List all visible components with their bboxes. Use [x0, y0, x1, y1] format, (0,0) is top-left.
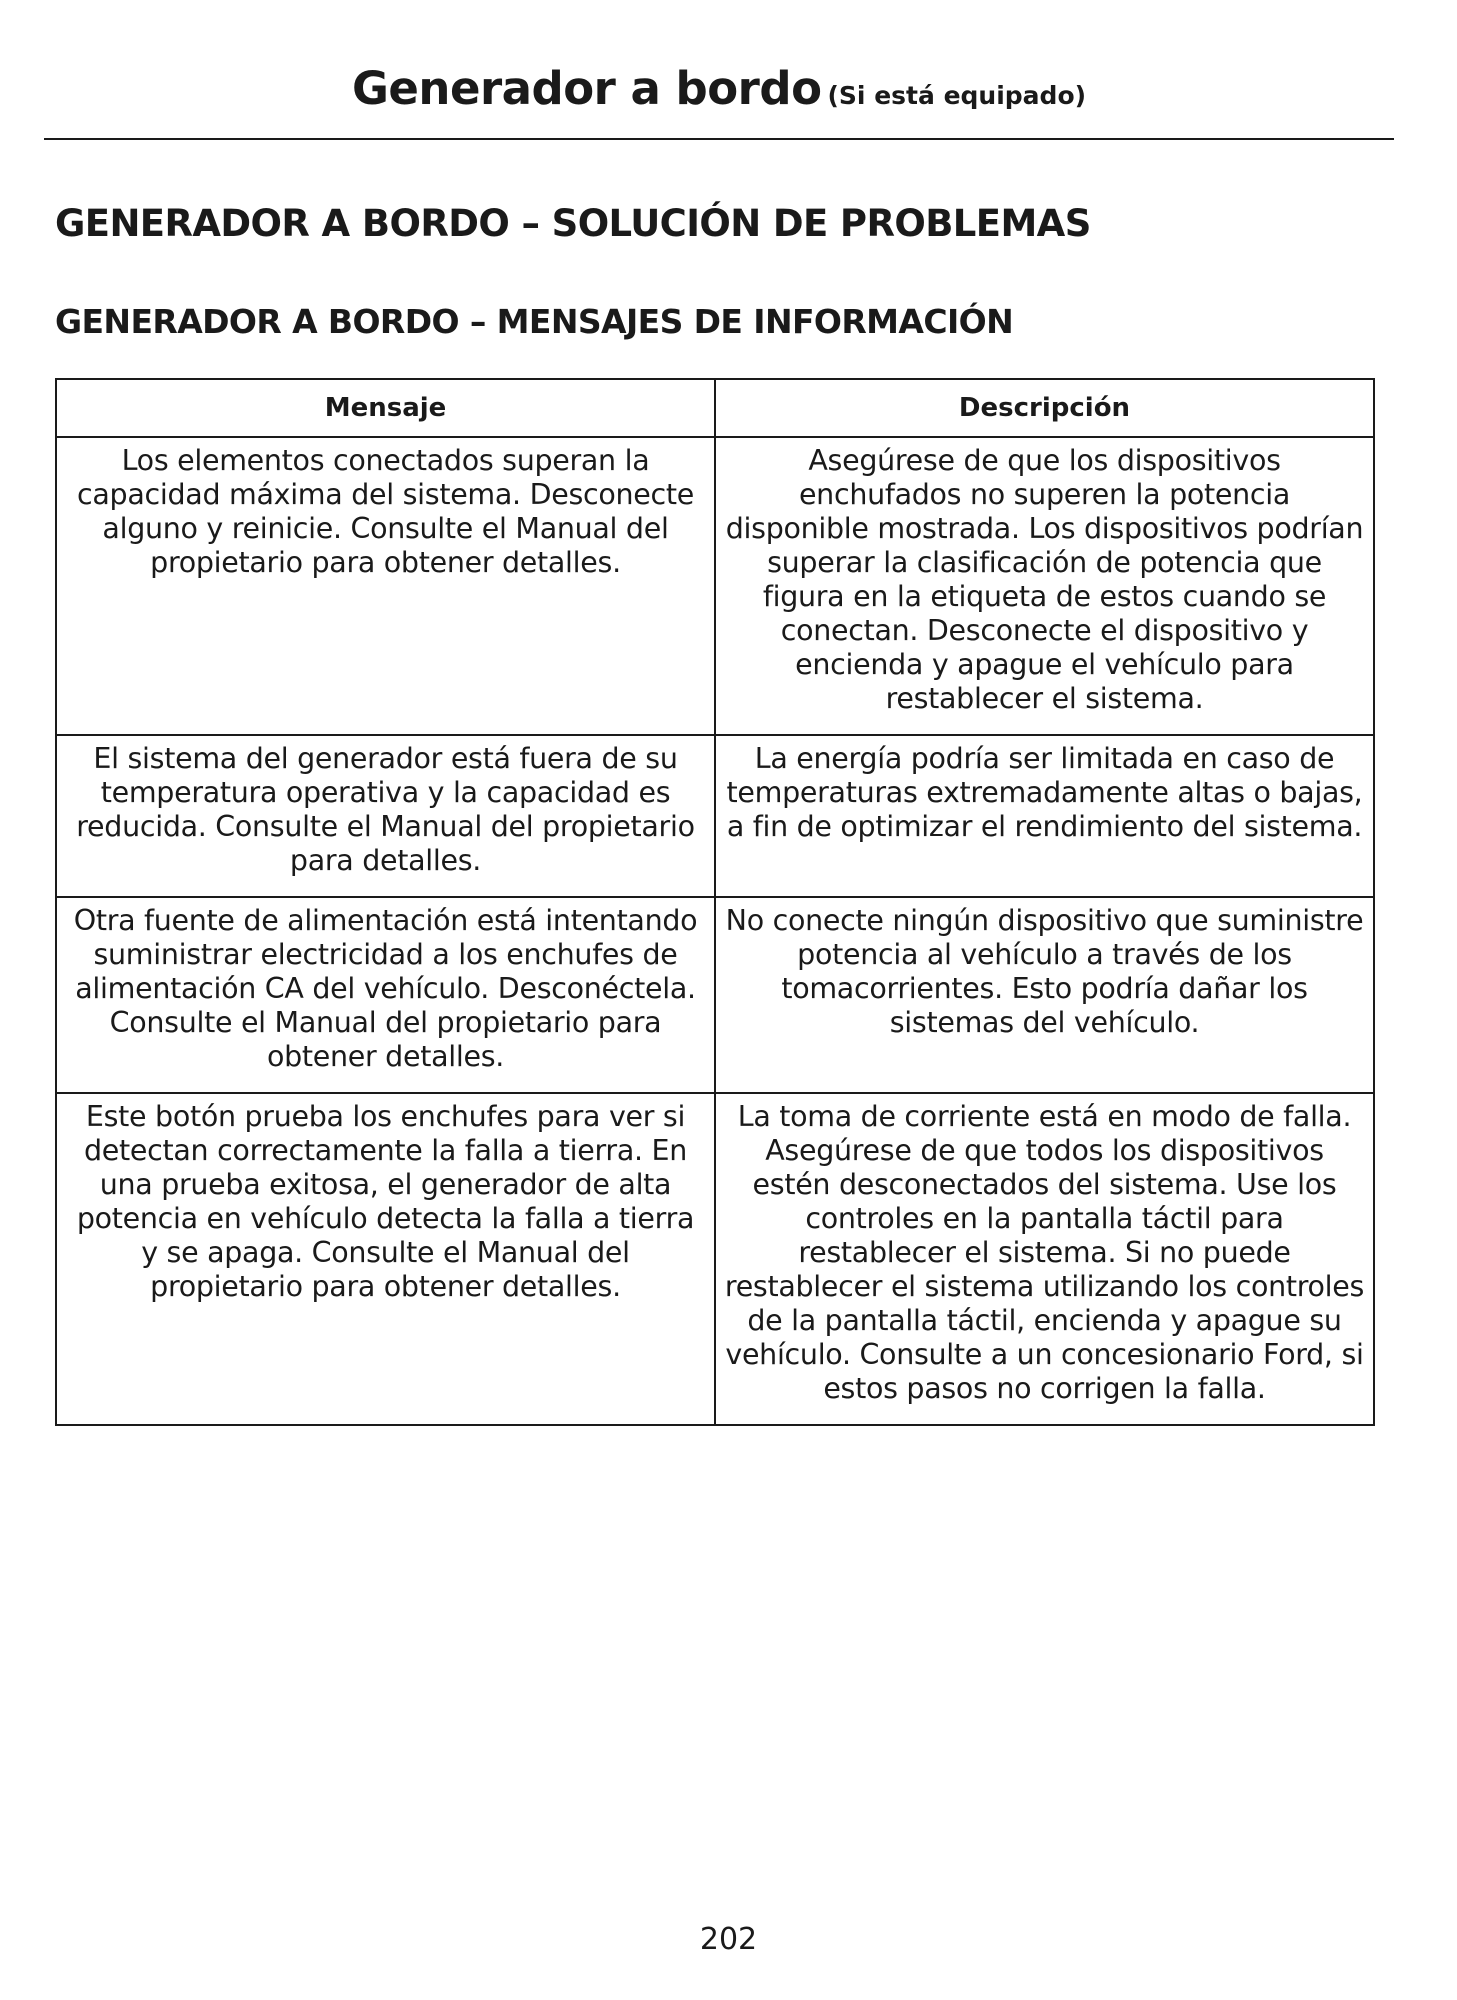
table-row: [56, 1093, 1374, 1425]
column-header-message: Mensaje: [56, 379, 715, 437]
table-row: [56, 437, 1374, 735]
table-row: [56, 735, 1374, 897]
troubleshooting-heading: GENERADOR A BORDO – SOLUCIÓN DE PROBLEMAS: [55, 202, 1091, 245]
message-cell: Otra fuente de alimentación está intentando suministrar electricidad a los enchufes de alimentación CA del vehículo. Desconéctela. Consulte el Manual del propietario para obtener detalles.: [56, 897, 715, 1093]
header-divider: [44, 138, 1394, 140]
message-cell: El sistema del generador está fuera de su temperatura operativa y la capacidad es reducida. Consulte el Manual del propietario para detalles.: [56, 735, 715, 897]
page-subtitle: (Si está equipado): [827, 81, 1087, 110]
table-header-row: [56, 379, 1374, 437]
column-header-description: Descripción: [715, 379, 1374, 437]
description-cell: La energía podría ser limitada en caso de temperaturas extremadamente altas o bajas, a fin de optimizar el rendimiento del sistema.: [715, 735, 1374, 897]
message-cell: Este botón prueba los enchufes para ver si detectan correctamente la falla a tierra. En una prueba exitosa, el generador de alta potencia en vehículo detecta la falla a tierra y se apaga. Consulte el Manual del propietario para obtener detalles.: [56, 1093, 715, 1425]
description-cell: La toma de corriente está en modo de falla. Asegúrese de que todos los dispositivos estén desconectados del sistema. Use los controles en la pantalla táctil para restablecer el sistema. Si no puede restablecer el sistema utilizando los controles de la pantalla táctil, encienda y apague su vehículo. Consulte a un concesionario Ford, si estos pasos no corrigen la falla.: [715, 1093, 1374, 1425]
table-row: [56, 897, 1374, 1093]
info-messages-heading: GENERADOR A BORDO – MENSAJES DE INFORMACIÓN: [55, 302, 1014, 341]
page-title: Generador a bordo: [351, 62, 822, 115]
message-cell: Los elementos conectados superan la capacidad máxima del sistema. Desconecte alguno y reinicie. Consulte el Manual del propietario para obtener detalles.: [56, 437, 715, 735]
page-header: [44, 62, 1394, 115]
description-cell: No conecte ningún dispositivo que suministre potencia al vehículo a través de los tomacorrientes. Esto podría dañar los sistemas del vehículo.: [715, 897, 1374, 1093]
description-cell: Asegúrese de que los dispositivos enchufados no superen la potencia disponible mostrada. Los dispositivos podrían superar la clasificación de potencia que figura en la etiqueta de estos cuando se conectan. Desconecte el dispositivo y encienda y apague el vehículo para restablecer el sistema.: [715, 437, 1374, 735]
info-messages-table: [55, 378, 1375, 1426]
page-number: 202: [699, 1922, 758, 1957]
